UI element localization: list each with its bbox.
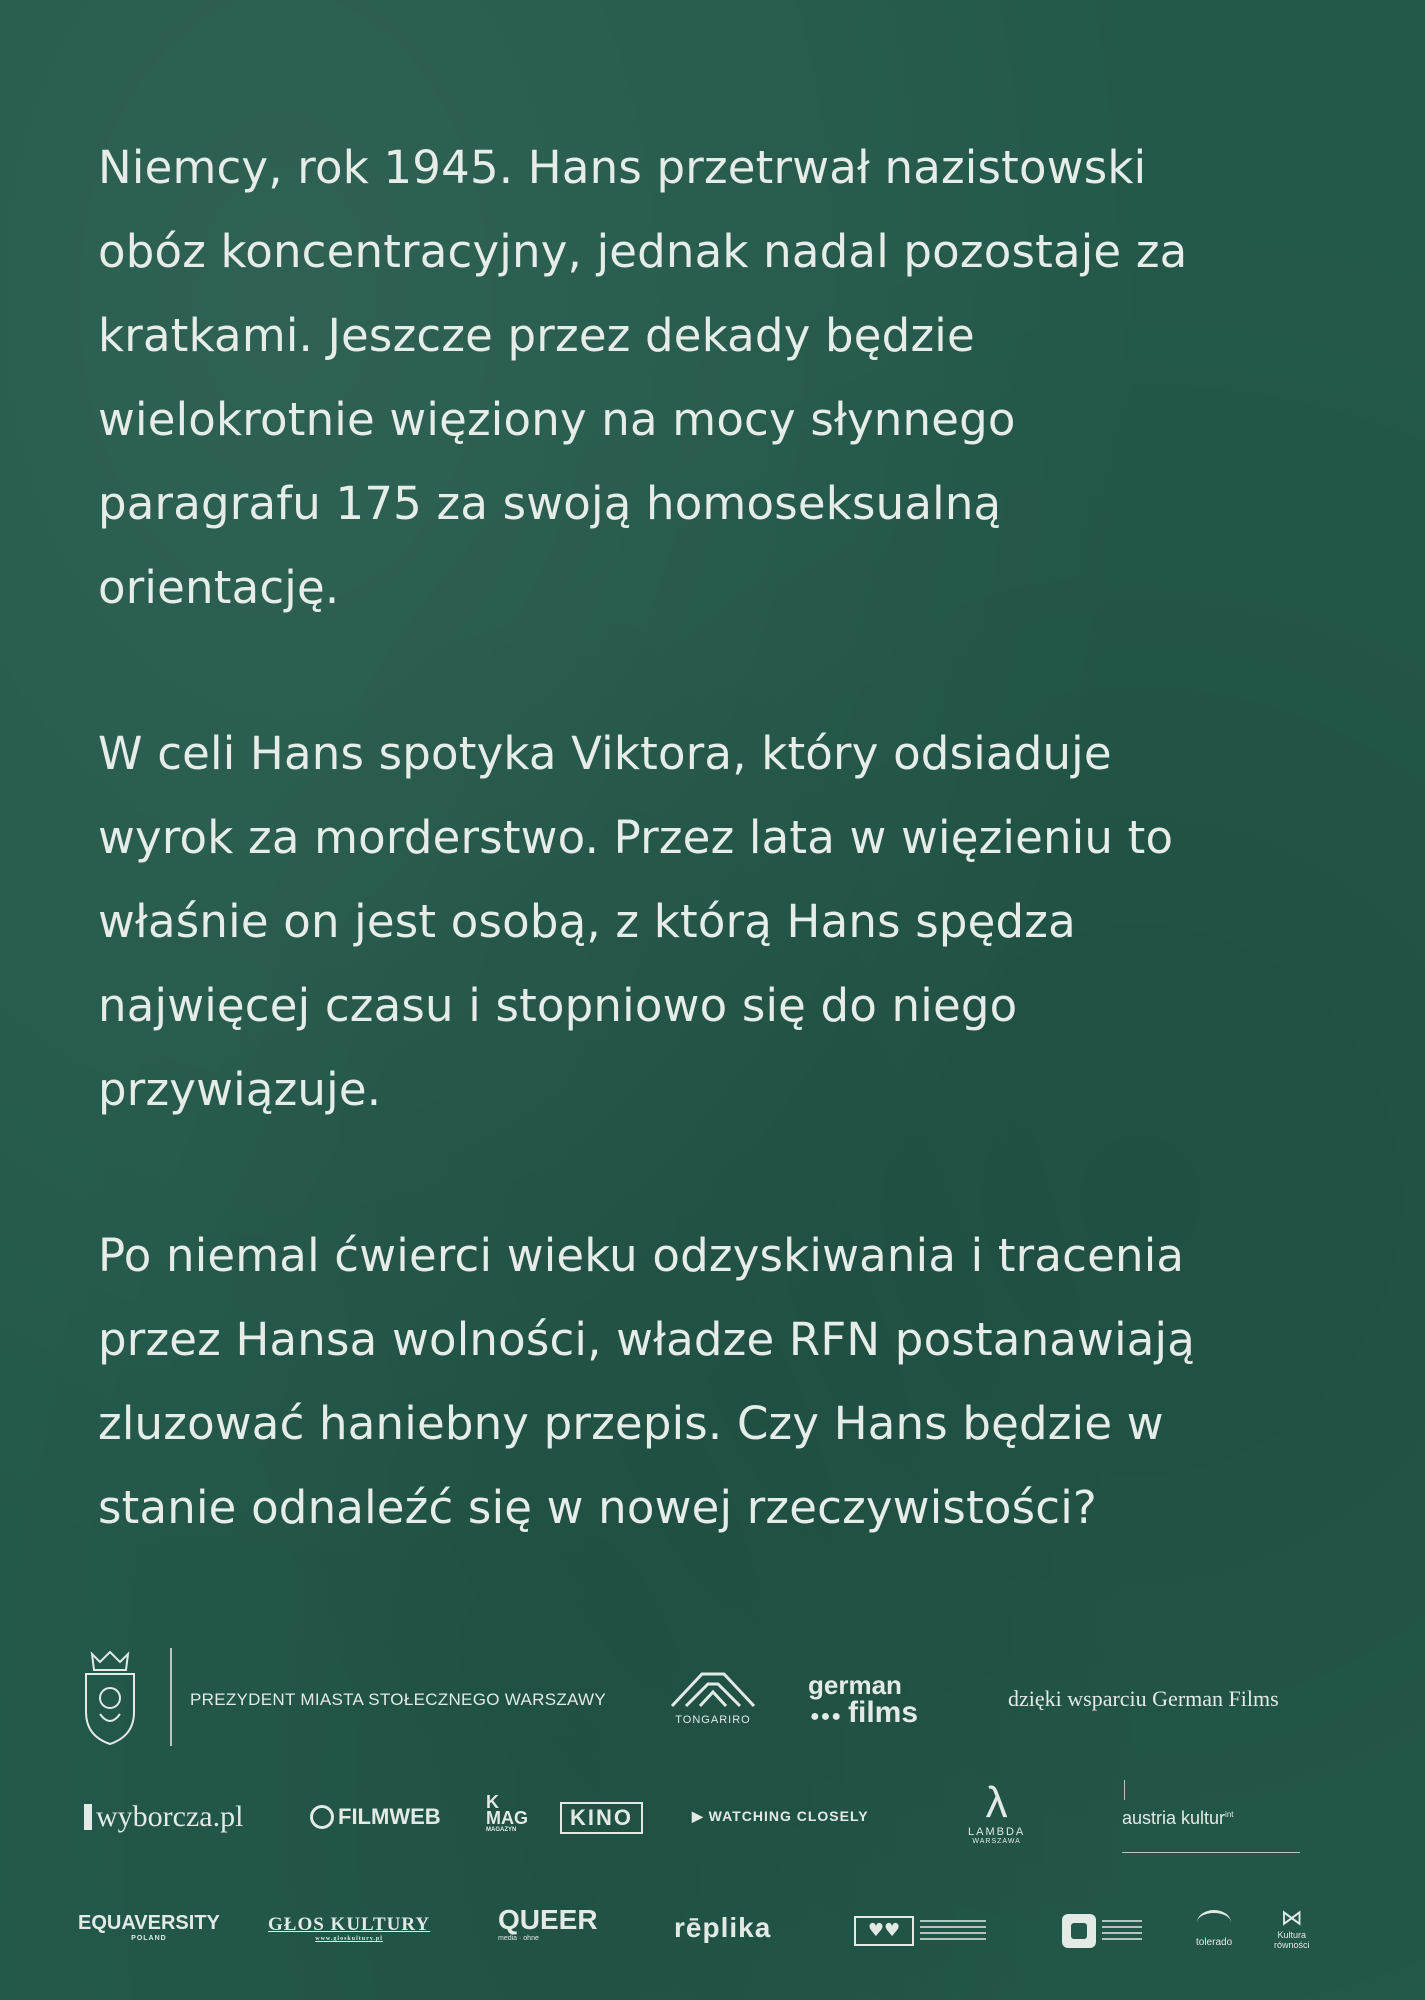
- wyborcza-label: wyborcza.pl: [96, 1800, 244, 1833]
- german-films-dots: ●●●: [810, 1708, 842, 1725]
- tongariro-logo: [658, 1668, 768, 1748]
- swirl-icon: [1197, 1910, 1231, 1935]
- text-line: przez Hansa wolności, władze RFN postanawiają: [98, 1313, 1196, 1366]
- kmag-sub: MAGAZYN: [486, 1827, 517, 1833]
- text-line: wyrok za morderstwo. Przez lata w więzieniu to: [98, 811, 1174, 864]
- lambda-label: LAMBDA: [968, 1826, 1026, 1838]
- queer-label: QUEER: [498, 1904, 598, 1935]
- glos-kultury-logo: [268, 1914, 430, 1942]
- replika-logo: rēplika: [674, 1912, 772, 1943]
- german-films-bottom-text: films: [848, 1696, 919, 1729]
- hearts-logo-text: [920, 1920, 986, 1942]
- paragraph-1: [98, 126, 1358, 630]
- austria-underline: [1122, 1852, 1300, 1853]
- divider: [170, 1648, 172, 1746]
- text-line: orientację.: [98, 561, 340, 614]
- equaversity-sub: POLAND: [131, 1935, 167, 1942]
- text-line: Po niemal ćwierci wieku odzyskiwania i tracenia: [98, 1229, 1185, 1282]
- austria-sup: int: [1225, 1810, 1234, 1819]
- queer-sub: media · ohne: [498, 1935, 539, 1942]
- text-line: kratkami. Jeszcze przez dekady będzie: [98, 309, 975, 362]
- glos-label: GŁOS KULTURY: [268, 1914, 431, 1935]
- sponsor-row-3: [78, 1890, 1358, 1980]
- kmag-logo: [486, 1794, 528, 1834]
- kmag-label: MAG: [486, 1808, 528, 1828]
- text-line: Niemcy, rok 1945. Hans przetrwał nazistowski: [98, 141, 1147, 194]
- text-line: przywiązuje.: [98, 1063, 382, 1116]
- watching-closely-logo: ▶ WATCHING CLOSELY: [692, 1808, 869, 1824]
- mayor-of-warsaw-label: PREZYDENT MIASTA STOŁECZNEGO WARSZAWY: [190, 1690, 607, 1709]
- wyborcza-logo: [84, 1800, 243, 1834]
- warsaw-crest-icon: [78, 1648, 142, 1748]
- square-icon: [1062, 1914, 1096, 1948]
- text-line: stanie odnaleźć się w nowej rzeczywistości?: [98, 1481, 1098, 1534]
- filmweb-label: FILMWEB: [338, 1804, 441, 1829]
- filmweb-logo: [310, 1804, 441, 1830]
- kultura-label: Kultura: [1277, 1930, 1307, 1940]
- lambda-logo: [968, 1780, 1025, 1845]
- heart-icon: ♥♥: [854, 1916, 914, 1946]
- text-line: paragrafu 175 za swoją homoseksualną: [98, 477, 1002, 530]
- text-line: zluzować haniebny przepis. Czy Hans będzie w: [98, 1397, 1164, 1450]
- wyborcza-block-icon: [84, 1804, 92, 1830]
- tongariro-label: TONGARIRO: [675, 1714, 751, 1726]
- kmag-k: K: [486, 1792, 499, 1812]
- queer-logo: [498, 1906, 598, 1944]
- text-line: W celi Hans spotyka Viktora, który odsiaduje: [98, 727, 1112, 780]
- equaversity-label: EQUAVERSITY: [78, 1912, 220, 1934]
- text-line: najwięcej czasu i stopniowo się do niego: [98, 979, 1018, 1032]
- paragraph-2: [98, 712, 1358, 1132]
- sponsor-row-2: [78, 1780, 1358, 1870]
- sponsor-row-1: [78, 1640, 1358, 1750]
- german-films-logo: [808, 1670, 968, 1740]
- austria-decoration: [1124, 1780, 1125, 1800]
- text-line: właśnie on jest osobą, z którą Hans spędza: [98, 895, 1076, 948]
- tolerado-label: tolerado: [1196, 1937, 1233, 1948]
- hearts-logo: [854, 1916, 986, 1946]
- kultura-label-2: równości: [1274, 1940, 1310, 1950]
- support-credit: dzięki wsparciu German Films: [1008, 1686, 1279, 1711]
- square-logo: [1062, 1914, 1142, 1948]
- equaversity-logo: [78, 1912, 220, 1942]
- paragraph-3: [98, 1214, 1358, 1550]
- austria-kultur-logo: [1122, 1808, 1234, 1829]
- film-reel-icon: [310, 1805, 334, 1829]
- lambda-icon: λ: [985, 1778, 1008, 1827]
- german-films-top-text: german: [808, 1670, 902, 1700]
- austria-label: austria kultur: [1122, 1808, 1226, 1828]
- square-logo-text: [1102, 1920, 1142, 1942]
- text-line: wielokrotnie więziony na mocy słynnego: [98, 393, 1016, 446]
- bowtie-icon: ⋈: [1280, 1905, 1303, 1930]
- glos-sub: www.gloskultury.pl: [315, 1936, 383, 1942]
- text-line: obóz koncentracyjny, jednak nadal pozostaje za: [98, 225, 1188, 278]
- description-text: [98, 126, 1358, 1632]
- kultura-rownosci-logo: [1274, 1906, 1310, 1950]
- tongariro-mountain-icon: [668, 1668, 758, 1708]
- lambda-city: WARSZAWA: [972, 1838, 1021, 1845]
- kino-logo: KINO: [560, 1802, 643, 1834]
- tolerado-logo: [1196, 1910, 1232, 1948]
